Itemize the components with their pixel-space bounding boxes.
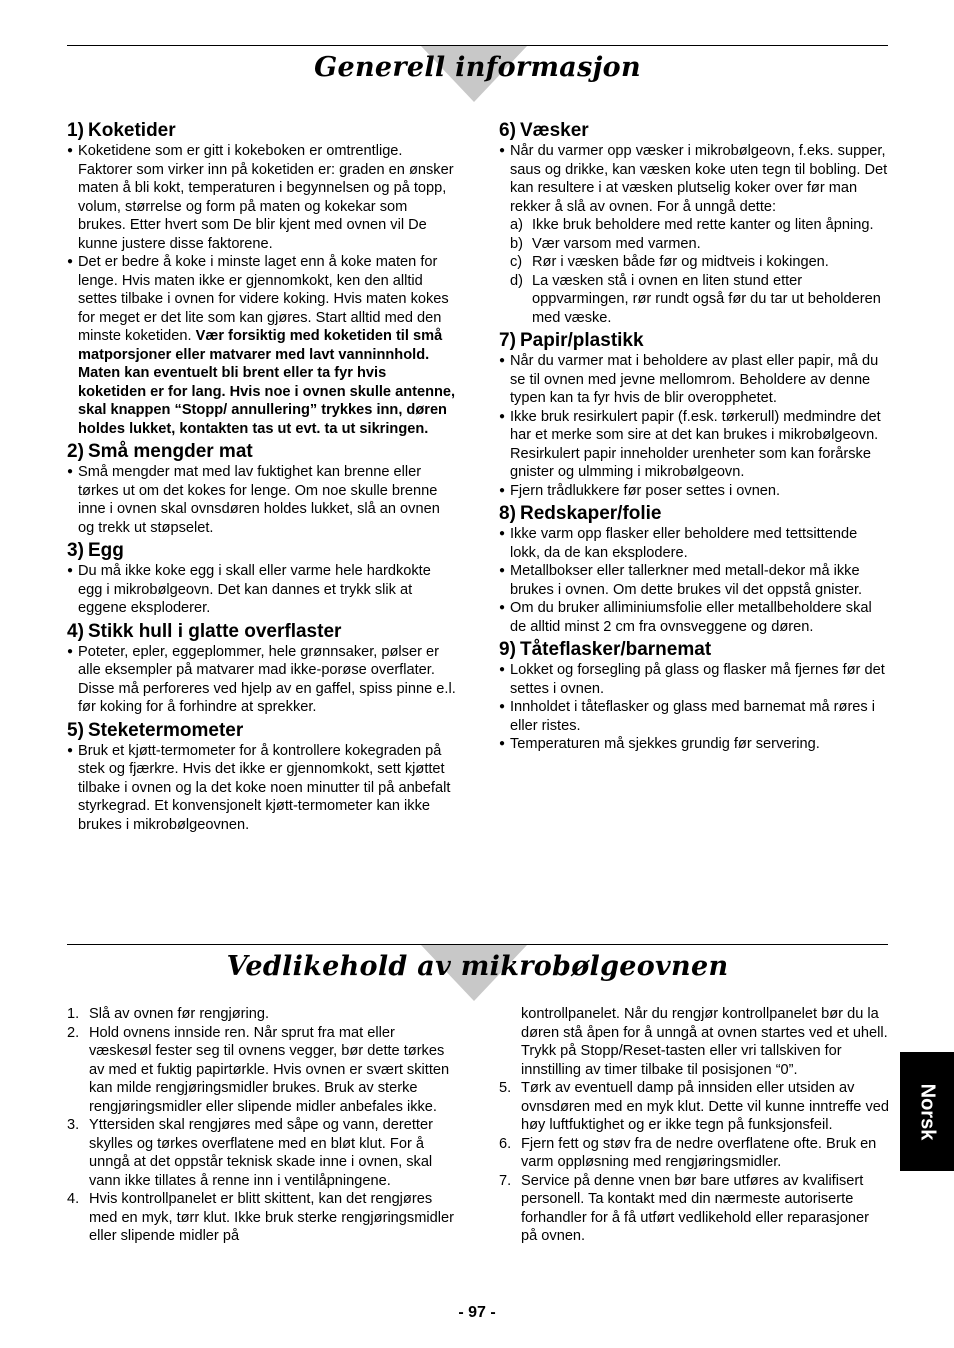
bullet-item: [499, 599, 889, 636]
section2-left-column: [67, 1005, 457, 1246]
bullet-item: [499, 661, 889, 698]
sub-list-item: [499, 235, 889, 254]
bullet-icon: ●: [499, 664, 506, 675]
bullet-text: [510, 482, 889, 501]
bullet-item: [499, 352, 889, 408]
sub-list-marker: b): [510, 235, 523, 252]
sub-list-item: [499, 253, 889, 272]
bullet-item: [499, 562, 889, 599]
numbered-item-text: Fjern fett og støv fra de nedre overflatene ofte. Bruk en varm oppløsning med rengjøringsmidler.: [521, 1135, 877, 1170]
bullet-text: [510, 698, 889, 735]
bullet-icon: ●: [67, 744, 74, 756]
bullet-text: [510, 408, 889, 482]
bullet-text-body: Temperaturen må sjekkes grundig før servering.: [510, 736, 820, 752]
page-number: - 97 -: [458, 1304, 496, 1321]
bullet-icon: ●: [499, 410, 506, 422]
section-heading-text: Små mengder mat: [88, 441, 253, 462]
section2-right-column: [499, 1005, 889, 1246]
section-heading-text: Steketermometer: [88, 719, 244, 741]
warning-text: Vær forsiktig med koketiden til små matporsjoner eller matvarer med lavt vanninnhold. Maten kan eventuelt bli brent eller ta fyr hvis koketiden er for lang. Hvis noe i ovnen skulle antenne, skal knappen “Stopp/ annullering” trykkes inn, døren holdes lukket, kontakten tas ut evt. ta ut sikringen.: [78, 328, 456, 437]
bullet-item: [499, 735, 889, 754]
section-heading-number: 2): [67, 441, 84, 462]
bullet-icon: ●: [67, 145, 74, 156]
section1-left-column: [67, 117, 457, 834]
bullet-text-body: Fjern trådlukkere før poser settes i ovnen.: [510, 482, 781, 499]
bullet-text-body: Om du bruker alliminiumsfolie eller metallbeholdere skal de alltid minst 2 cm fra ovnsveggene og døren.: [510, 600, 872, 635]
bullet-text-body: Innholdet i tåteflasker og glass med barnemat må røres i eller ristes.: [510, 699, 876, 734]
bullet-icon: ●: [67, 466, 74, 477]
sub-list-marker: c): [510, 254, 523, 270]
bullet-text: [510, 525, 889, 562]
section-heading-text: Papir/plastikk: [520, 330, 644, 351]
bullet-icon: ●: [499, 484, 506, 496]
bullet-item: [67, 643, 457, 717]
numbered-item-marker: 2.: [67, 1024, 80, 1041]
bullet-text-body: Ikke bruk resirkulert papir (f.esk. tørkerull) medmindre det har et merke som sire at det kan brukes i mikrobølgeovn. Resirkulert papir inneholder urenheter som kan forårske gnister og ulmming i mikrobølgeovn.: [510, 408, 881, 480]
bullet-text: [510, 352, 889, 408]
sub-list-text: Ikke bruk beholdere med rette kanter og liten åpning.: [532, 217, 874, 233]
section-heading-text: Koketider: [88, 120, 176, 141]
bullet-text-body: Når du varmer opp væsker i mikrobølgeovn, f.eks. supper, saus og drikke, kan væsken koke uten tegn til bobling. Det kan resultere i at væsken plutselig koker over før man rekker å slå av ovnen. For å unngå dette:: [510, 143, 888, 215]
section-heading-text: Egg: [88, 540, 124, 561]
numbered-item: [499, 1079, 889, 1135]
bullet-icon: ●: [499, 738, 506, 749]
bullet-text: [510, 735, 889, 754]
bullet-icon: ●: [499, 355, 506, 366]
bullet-icon: ●: [67, 645, 74, 657]
numbered-item: [67, 1116, 457, 1190]
bullet-item: [67, 463, 457, 537]
section2-title: Vedlikehold av mikrobølgeovnen: [226, 951, 729, 982]
bullet-text-body: Poteter, epler, eggeplommer, hele grønnsaker, pølser er alle eksempler på matvarer mad ikke-porøse overflater. Disse må perforeres ved hjelp av en gaffel, spiss pinne e.l. før koking for å forhindre at sprekker.: [78, 643, 456, 715]
bullet-text: [510, 142, 889, 216]
bullet-item: [499, 482, 889, 501]
language-side-tab-label: Norsk: [916, 1083, 939, 1140]
numbered-item-marker: 1.: [67, 1006, 80, 1022]
bullet-text-body: Når du varmer mat i beholdere av plast eller papir, må du se til ovnen med jevne mellomrom. Beholdere av denne typen kan ta fyr hvis de blir overopphetet.: [510, 353, 879, 406]
bullet-text: [510, 661, 889, 698]
bullet-text: [510, 562, 889, 599]
bullet-icon: ●: [67, 565, 74, 576]
bullet-icon: ●: [499, 528, 506, 539]
bullet-text: [78, 142, 457, 253]
section-heading-number: 9): [499, 639, 516, 660]
bullet-item: [67, 142, 457, 253]
bullet-item: [499, 142, 889, 216]
bullet-item: [67, 742, 457, 835]
section-heading: [499, 639, 889, 661]
bullet-text: [78, 463, 457, 537]
section-heading-text: Tåteflasker/barnemat: [520, 639, 712, 660]
numbered-item-text: Yttersiden skal rengjøres med såpe og vann, deretter skylles og tørkes overflatene med en bløt klut. For å unngå at det oppstår teknisk skade inne i ovnen, skal vann ikke tillates å renne inn i ventilåpningene.: [89, 1117, 433, 1189]
section1-title: Generell informasjon: [314, 52, 641, 83]
bullet-icon: ●: [67, 256, 74, 267]
section-heading-number: 4): [67, 620, 84, 642]
language-side-tab: [900, 1052, 954, 1171]
sub-list-item: [499, 272, 889, 328]
bullet-icon: ●: [499, 145, 506, 156]
section-heading-number: 1): [67, 120, 84, 141]
numbered-item: [67, 1190, 457, 1246]
bullet-text-body: Metallbokser eller tallerkner med metall-dekor må ikke brukes i ovnen. Om dette brukes vil det oppstå gnister.: [510, 563, 863, 598]
section-heading-text: Væsker: [520, 120, 589, 141]
numbered-item: [67, 1024, 457, 1117]
numbered-item-text: Slå av ovnen før rengjøring.: [89, 1006, 270, 1022]
bullet-item: [499, 525, 889, 562]
numbered-item: [67, 1005, 457, 1024]
section-heading: [499, 120, 889, 142]
bullet-text-body: Lokket og forsegling på glass og flasker må fjernes før det settes i ovnen.: [510, 662, 885, 697]
numbered-item: [499, 1135, 889, 1172]
numbered-item-marker: 4.: [67, 1191, 80, 1207]
bullet-item: [67, 253, 457, 438]
numbered-item-marker: 7.: [499, 1172, 512, 1189]
numbered-item-marker: 3.: [67, 1117, 80, 1133]
bullet-text: [78, 562, 457, 618]
section-heading-number: 7): [499, 330, 516, 351]
numbered-item: [499, 1005, 889, 1079]
numbered-item-marker: [499, 1005, 521, 1079]
numbered-item-marker: 6.: [499, 1135, 512, 1152]
sub-list-text: Vær varsom med varmen.: [532, 235, 701, 252]
section-heading: [67, 720, 457, 742]
section-heading: [499, 503, 889, 525]
sub-list-item: [499, 216, 889, 235]
section-heading: [67, 441, 457, 463]
bullet-text-body: Du må ikke koke egg i skall eller varme hele hardkokte egg i mikrobølgeovn. Det kan dannes et trykk slik at eggene eksploderer.: [78, 563, 431, 616]
section-heading-number: 8): [499, 503, 516, 524]
numbered-item-text: Hold ovnens innside ren. Når sprut fra mat eller væskesøl fester seg til ovnens vegger, bør dette tørkes av med et fuktig papirtørkle. Hvis ovnen er svært skitten kan milde rengjøringsmidler brukes. Bruk av sterke rengjøringsmidler eller slipende midler anbefales ikke.: [89, 1024, 450, 1115]
section-heading-text: Redskaper/folie: [520, 503, 662, 524]
numbered-item-text: Tørk av eventuell damp på innsiden eller utsiden av ovnsdøren med en myk klut. Dette vil kunne inntreffe ved høy luftfuktighet og er ikke tegn på funksjonsfeil.: [521, 1080, 890, 1133]
numbered-item: [499, 1172, 889, 1246]
section-heading-number: 3): [67, 540, 84, 561]
sub-list-marker: d): [510, 272, 523, 289]
numbered-item-marker: 5.: [499, 1080, 512, 1096]
numbered-item-text: Hvis kontrollpanelet er blitt skittent, kan det rengjøres med en myk, tørr klut. Ikke bruk sterke rengjøringsmidler eller slipende midler på: [89, 1191, 454, 1244]
section-heading: [67, 540, 457, 562]
bullet-item: [499, 408, 889, 482]
bullet-text-body: Bruk et kjøtt-termometer for å kontrollere kokegraden på stek og fjærkre. Hvis det ikke er gjennomkokt, sett kjøttet tilbake i ovnen og la det koke noen minutter til på anbefalt styrkegrad. Et konvensjonelt kjøtt-termometer kan ikke brukes i mikrobølgeovnen.: [78, 742, 451, 833]
bullet-text-body: Det er bedre å koke i minste laget enn å koke maten for lenge. Hvis maten ikke er gjennomkokt, ken den alltid settes tilbake i ovnen for videre koking. Hvis maten kokes for meget er det lite som kan gjøres. Start alltid med den minste koketiden.: [78, 254, 449, 344]
bullet-item: [67, 562, 457, 618]
numbered-item-text: Service på denne vnen bør bare utføres av kvalifisert personell. Ta kontakt med din nærmeste autoriserte forhandler for å få utført vedlikehold eller reparasjoner på ovnen.: [521, 1172, 869, 1244]
bullet-text: [78, 643, 457, 717]
sub-list-text: Rør i væsken både før og midtveis i kokingen.: [532, 254, 829, 270]
section1-right-column: [499, 117, 889, 754]
section-heading: [499, 330, 889, 352]
bullet-item: [499, 698, 889, 735]
section-heading-number: 5): [67, 719, 84, 741]
section-heading: [67, 120, 457, 142]
bullet-text: [78, 253, 457, 438]
sub-list-text: La væsken stå i ovnen en liten stund etter oppvarmingen, rør rundt også før du tar ut beholderen med væske.: [532, 272, 881, 326]
bullet-text-body: Koketidene som er gitt i kokeboken er omtrentlige. Faktorer som virker inn på koketiden er: graden en ønsker maten å bli kokt, temperaturen i begynnelsen og på topp, volum, størrelse og form på maten og kokekar som brukes. Etter hvert som De blir kjent med ovnen vil De kunne justere disse faktorene.: [78, 143, 454, 252]
section-heading-text: Stikk hull i glatte overflaster: [88, 620, 342, 642]
bullet-icon: ●: [499, 602, 506, 613]
bullet-text: [510, 599, 889, 636]
bullet-text-body: Små mengder mat med lav fuktighet kan brenne eller tørkes ut om det kokes for lenge. Om noe skulle brenne inne i ovnen skal ovnsdøren holdes lukket, slå an ovnen og trekk ut støpselet.: [78, 464, 440, 536]
section-heading-number: 6): [499, 120, 516, 141]
numbered-item-text: kontrollpanelet. Når du rengjør kontrollpanelet bør du la døren stå åpen for å unngå at ovnen startes ved et uhell. Trykk på Stopp/Reset-tasten eller vri tallskiven for innstilling av timer tilbake til posisjonen “0”.: [521, 1006, 888, 1078]
bullet-text: [78, 742, 457, 835]
bullet-icon: ●: [499, 565, 506, 576]
section-heading: [67, 621, 457, 643]
bullet-text-body: Ikke varm opp flasker eller beholdere med tettsittende lokk, da de kan eksplodere.: [510, 526, 858, 561]
bullet-icon: ●: [499, 701, 506, 712]
sub-list-marker: a): [510, 217, 523, 233]
